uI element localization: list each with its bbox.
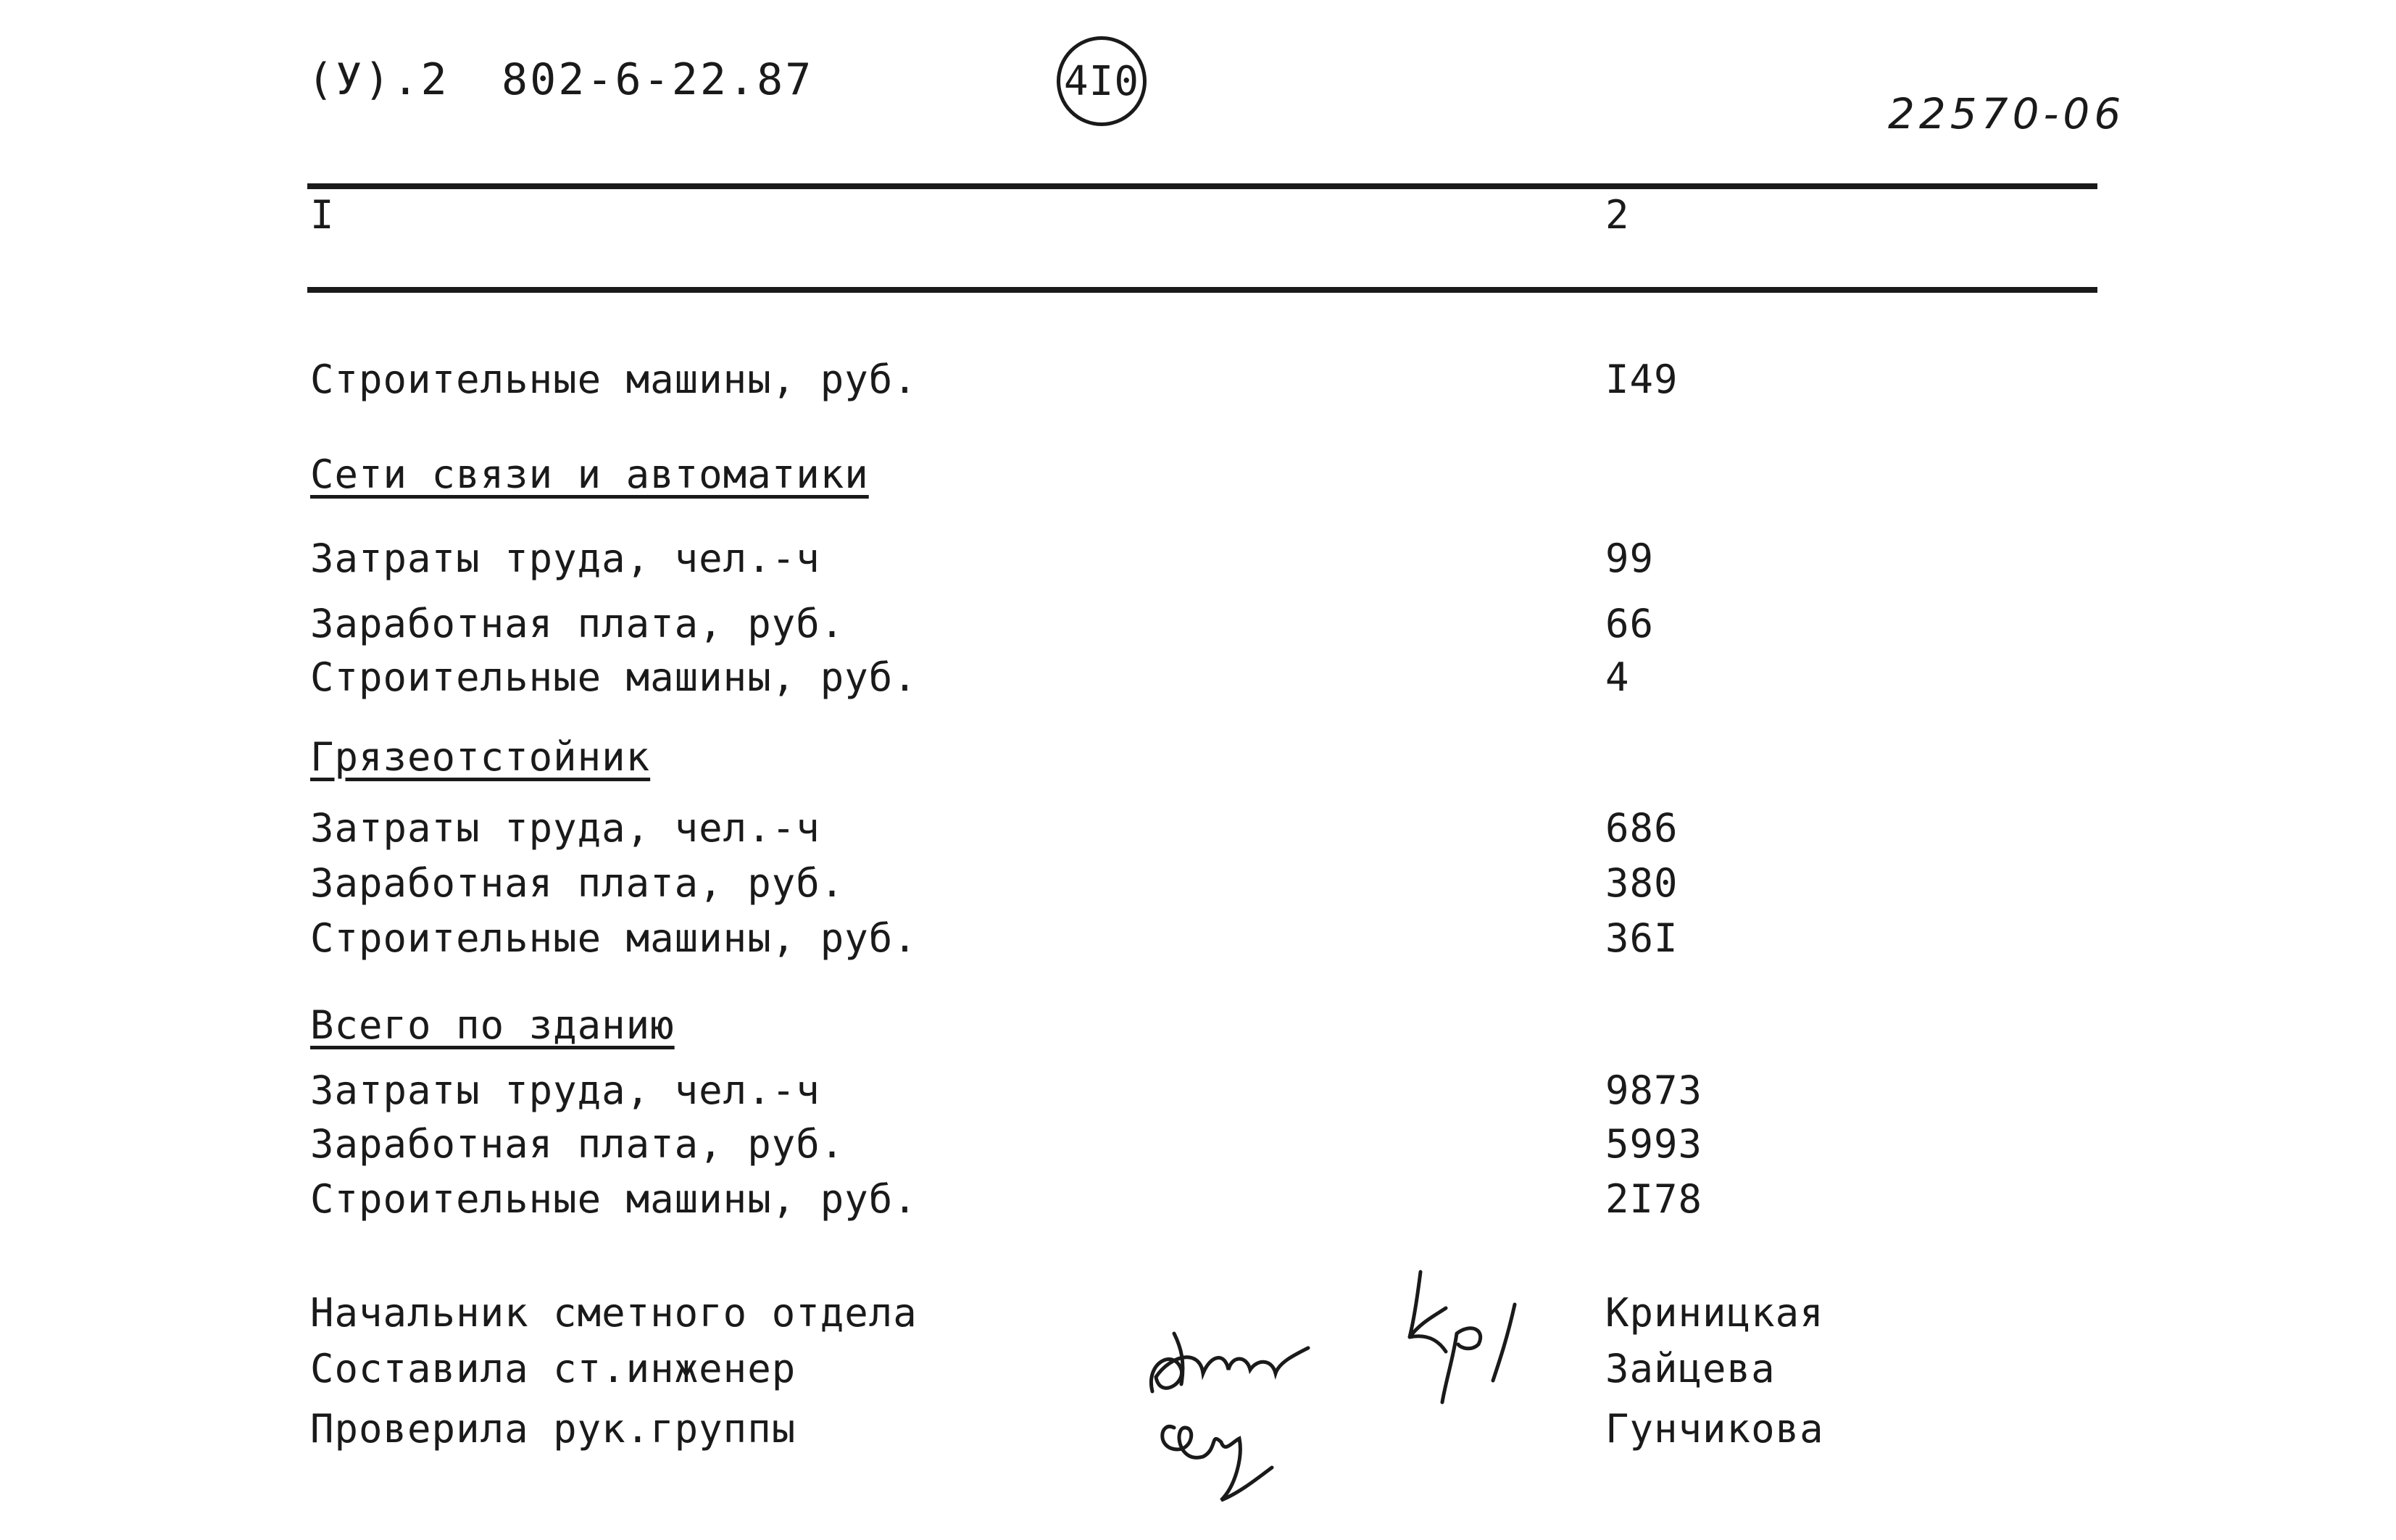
col1-header: I	[310, 192, 335, 238]
handwritten-signature-3	[1377, 1265, 1529, 1410]
signature-name: Гунчикова	[1605, 1406, 1824, 1452]
col2-header: 2	[1605, 192, 1630, 238]
row-value: 5993	[1605, 1121, 1703, 1167]
table-top-rule	[307, 183, 2097, 189]
row-label: Заработная плата, руб.	[310, 860, 845, 906]
row-label: Затраты труда, чел.-ч	[310, 536, 820, 581]
signature-role: Начальник сметного отдела	[310, 1290, 918, 1336]
page-number: 4I0	[1063, 57, 1140, 105]
row-value: 4	[1605, 654, 1630, 700]
section-heading: Всего по зданию	[310, 1002, 675, 1048]
signature-name: Криницкая	[1605, 1290, 1824, 1336]
signature-role: Составила ст.инженер	[310, 1346, 796, 1391]
row-value: 99	[1605, 536, 1655, 581]
doc-number: 802-6-22.87	[502, 54, 814, 105]
row-value: 9873	[1605, 1067, 1703, 1113]
row-value: I49	[1605, 357, 1679, 402]
row-label: Заработная плата, руб.	[310, 601, 845, 646]
right-code: 22570-06	[1888, 89, 2126, 138]
row-label: Строительные машины, руб.	[310, 1176, 918, 1222]
page-number-circle	[1057, 36, 1147, 126]
signature-name: Зайцева	[1605, 1346, 1776, 1391]
section-heading: Грязеотстойник	[310, 734, 651, 780]
row-value: 2I78	[1605, 1176, 1703, 1222]
row-value: 686	[1605, 805, 1679, 851]
row-value: 380	[1605, 860, 1679, 906]
signature-role: Проверила рук.группы	[310, 1406, 796, 1452]
table-header-bottom-rule	[307, 287, 2097, 293]
row-label: Строительные машины, руб.	[310, 357, 918, 402]
row-value: 66	[1605, 601, 1655, 646]
row-value: 36I	[1605, 915, 1679, 961]
left-code: (У).2	[307, 54, 449, 105]
handwritten-signature-2	[1152, 1399, 1297, 1515]
row-label: Затраты труда, чел.-ч	[310, 805, 820, 851]
row-label: Затраты труда, чел.-ч	[310, 1067, 820, 1113]
row-label: Заработная плата, руб.	[310, 1121, 845, 1167]
row-label: Строительные машины, руб.	[310, 915, 918, 961]
section-heading: Сети связи и автоматики	[310, 451, 869, 497]
row-label: Строительные машины, руб.	[310, 654, 918, 700]
